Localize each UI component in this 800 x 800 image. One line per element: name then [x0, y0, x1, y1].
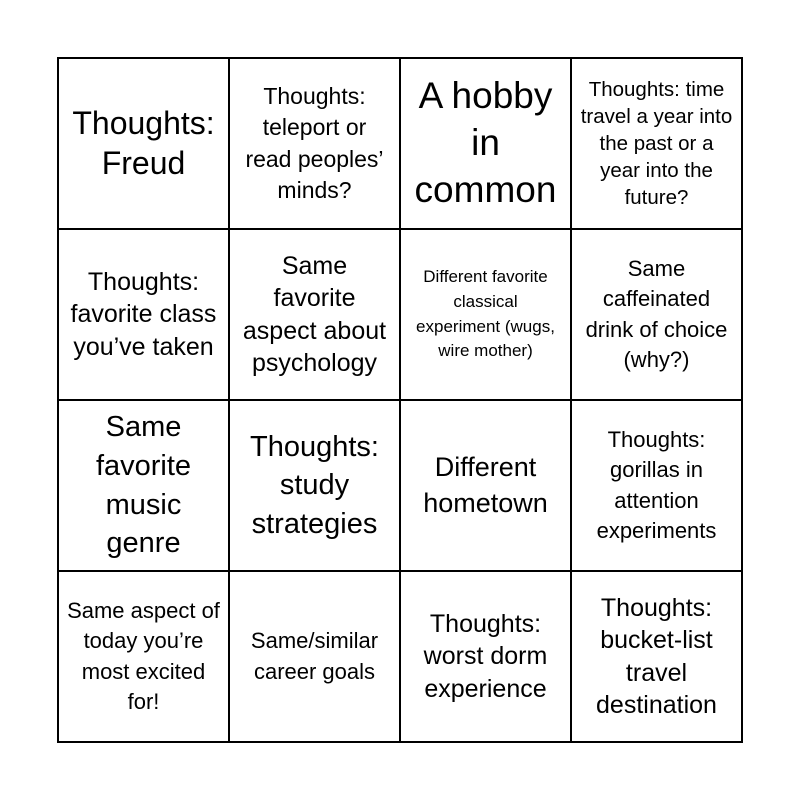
- cell-text: A hobby in common: [414, 75, 557, 210]
- cell-text: Thoughts: teleport or read peoples’ minds?: [245, 82, 384, 203]
- cell-text: Thoughts: bucket-list travel destination: [596, 593, 717, 719]
- bingo-cell: [230, 401, 401, 572]
- bingo-cell: [230, 59, 401, 230]
- bingo-cell: [401, 59, 572, 230]
- cell-text: Thoughts: gorillas in attention experiments: [596, 426, 717, 543]
- bingo-cell: [572, 230, 743, 401]
- bingo-cell: [59, 401, 230, 572]
- cell-text: Thoughts: favorite class you’ve taken: [70, 267, 217, 361]
- cell-text: Different favorite classical experiment (wugs, wire mother): [416, 267, 555, 361]
- bingo-cell: [401, 230, 572, 401]
- bingo-cell: [572, 401, 743, 572]
- cell-text: Thoughts: time travel a year into the past or a year into the future?: [580, 77, 733, 210]
- bingo-board: [57, 57, 743, 743]
- bingo-cell: [59, 572, 230, 743]
- cell-text: Same/similar career goals: [250, 628, 379, 684]
- bingo-cell: [401, 401, 572, 572]
- cell-text: Thoughts: Freud: [72, 105, 215, 181]
- cell-text: Same favorite aspect about psychology: [242, 251, 387, 377]
- bingo-cell: [572, 59, 743, 230]
- bingo-cell: [59, 230, 230, 401]
- cell-text: Thoughts: study strategies: [250, 430, 379, 540]
- cell-text: Same favorite music genre: [95, 411, 192, 560]
- cell-text: Thoughts: worst dorm experience: [423, 609, 548, 703]
- bingo-cell: [59, 59, 230, 230]
- bingo-cell: [572, 572, 743, 743]
- bingo-cell: [230, 230, 401, 401]
- cell-text: Same caffeinated drink of choice (why?): [585, 255, 728, 372]
- bingo-cell: [401, 572, 572, 743]
- cell-text: Same aspect of today you’re most excited for!: [67, 597, 220, 714]
- cell-text: Different hometown: [423, 452, 548, 518]
- bingo-cell: [230, 572, 401, 743]
